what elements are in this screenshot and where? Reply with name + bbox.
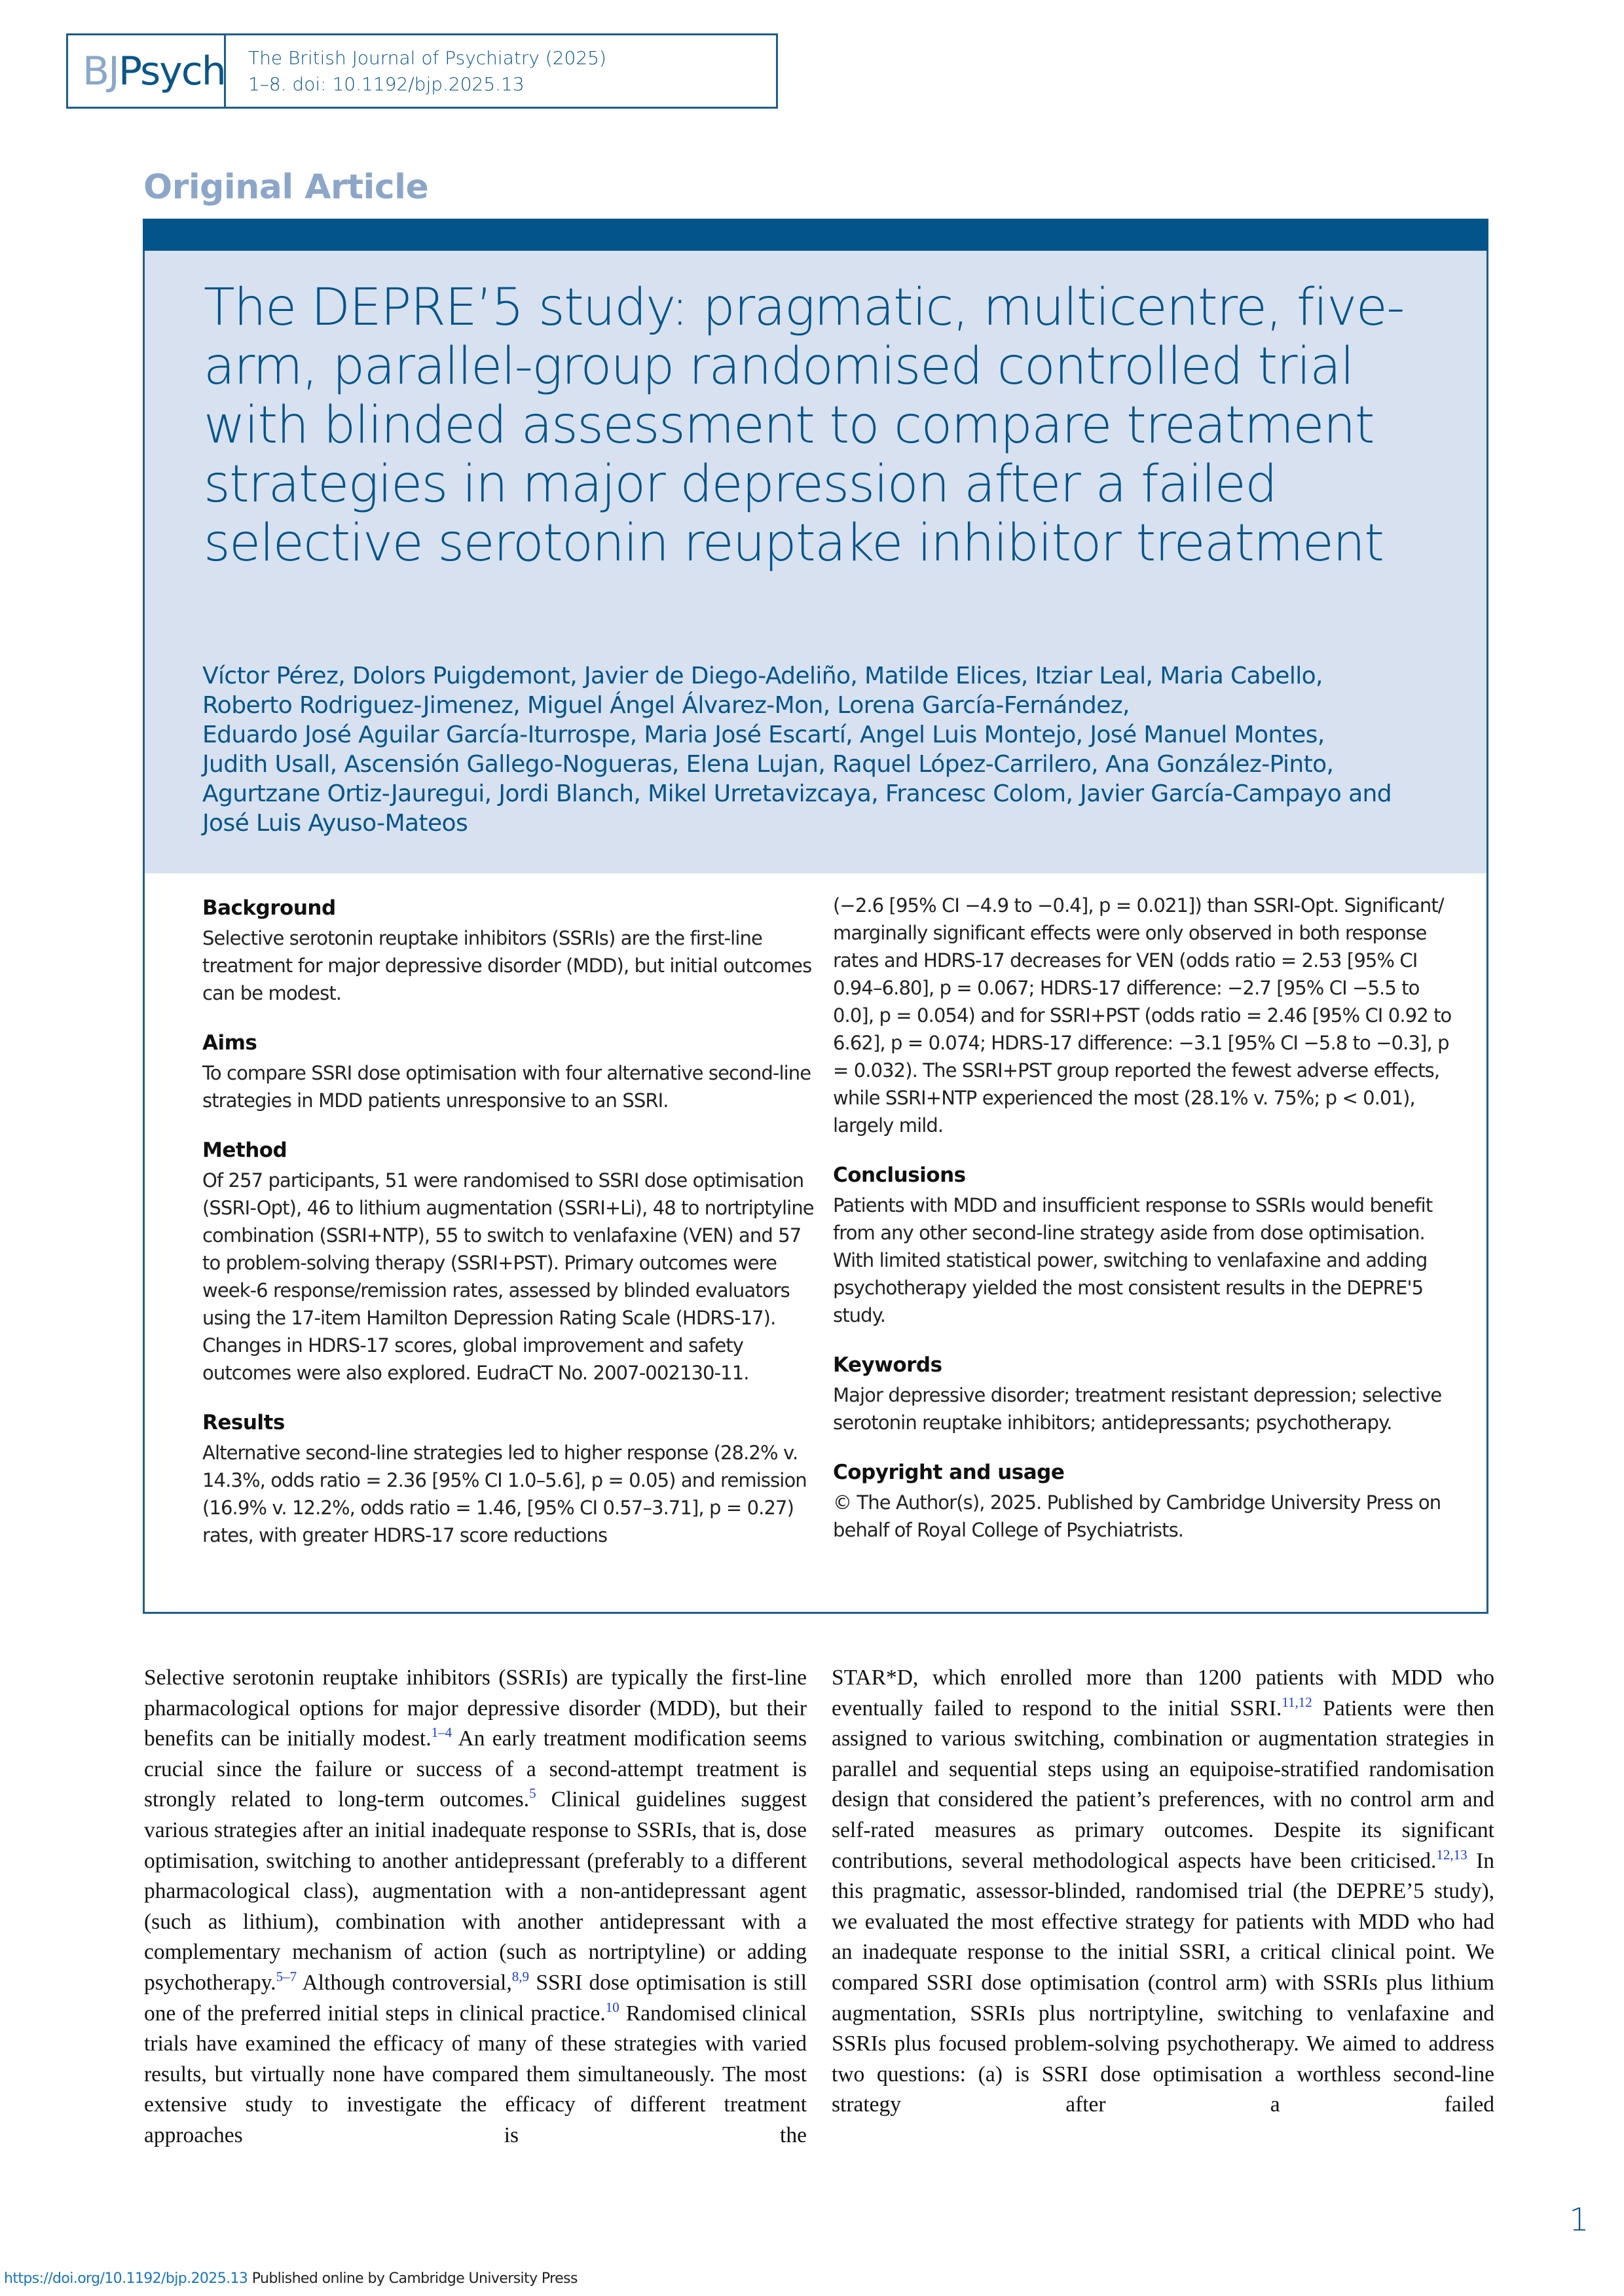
author-line: Eduardo José Aguilar García-Iturrospe, Maria José Escartí, Angel Luis Montejo, José Manuel Montes, (202, 721, 1325, 748)
citation-link[interactable]: 8,9 (511, 1968, 529, 1984)
journal-name: The British Journal of Psychiatry (2025) (248, 46, 606, 69)
author-line: Judith Usall, Ascensión Gallego-Nogueras, Elena Lujan, Raquel López-Carrilero, Ana González-Pinto, (202, 751, 1334, 778)
section-heading: Keywords (833, 1353, 942, 1377)
body-text: SSRI dose optimisation is still one of the preferred initial steps in clinical practice. (144, 1970, 807, 2026)
author-line: Roberto Rodriguez-Jimenez, Miguel Ángel Álvarez-Mon, Lorena García-Fernández, (202, 692, 1130, 719)
article-title: The DEPRE’5 study: pragmatic, multicentre, five-arm, parallel-group randomised controlled trial with blinded assessment to compare treatment strategies in major depression after a failed selective serotonin reuptake inhibitor treatment (204, 278, 1404, 573)
abstract-aims (202, 1029, 818, 1114)
journal-meta (226, 35, 606, 107)
body-paragraph (832, 1663, 1494, 2121)
section-heading: Aims (202, 1031, 257, 1055)
body-text: Randomised clinical trials have examined the efficacy of many of these strategies with varied results, but virtually none have compared them simultaneously. The most extensive study to investigate the efficacy of different treatment approaches is the (144, 2001, 807, 2147)
author-line: Agurtzane Ortiz-Jauregui, Jordi Blanch, Mikel Urretavizcaya, Francesc Colom, Javier García-Campayo and (202, 780, 1392, 807)
title-panel (145, 251, 1486, 873)
section-heading: Conclusions (833, 1163, 966, 1187)
body-text: An early treatment modification seems crucial since the failure or success of a second-attempt treatment is strongly related to long-term outcomes. (144, 1726, 807, 1812)
section-text: © The Author(s), 2025. Published by Cambridge University Press on behalf of Royal College of Psychiatrists. (833, 1491, 1441, 1541)
section-text: (−2.6 [95% CI −4.9 to −0.4], p = 0.021]) than SSRI-Opt. Significant/ marginally significant effects were only observed in both response rates and HDRS-17 decreases for VEN (odds ratio = 2.53 [95% CI 0.94–6.80], p = 0.067; HDRS-17 difference: −2.7 [95% CI −5.5 to 0.0], p = 0.054) and for SSRI+PST (odds ratio = 2.46 [95% CI 0.92 to 6.62], p = 0.074; HDRS-17 difference: −3.1 [95% CI −5.8 to −0.3], p = 0.032). The SSRI+PST group reported the fewest adverse effects, while SSRI+NTP experienced the most (28.1% v. 75%; p < 0.01), largely mild. (833, 894, 1452, 1137)
abstract-conclusions (833, 1161, 1462, 1329)
citation-link[interactable]: 5 (529, 1785, 536, 1802)
body-text: Patients were then assigned to various switching, combination or augmentation strategies in parallel and sequential steps using an equipoise-stratified randomisation design that considered the patient’s preferences, with no control arm and self-rated measures as primary outcomes. Despite its significant contributions, several methodological aspects have been criticised. (832, 1696, 1494, 1873)
bjpsych-logo (68, 35, 226, 107)
journal-header (66, 33, 778, 109)
article-type-label: Original Article (143, 168, 429, 207)
citation-link[interactable]: 12,13 (1436, 1846, 1467, 1863)
section-text: Of 257 participants, 51 were randomised to SSRI dose optimisation (SSRI-Opt), 46 to lithium augmentation (SSRI+Li), 48 to nortriptyline combination (SSRI+NTP), 55 to switch to venlafaxine (VEN) and 57 to problem-solving therapy (SSRI+PST). Primary outcomes were week-6 response/remission rates, assessed by blinded evaluators using the 17-item Hamilton Depression Rating Scale (HDRS-17). Changes in HDRS-17 scores, global improvement and safety outcomes were also explored. EudraCT No. 2007-002130-11. (202, 1169, 814, 1384)
section-text: Selective serotonin reuptake inhibitors (SSRIs) are the first-line treatment for major depressive disorder (MDD), but initial outcomes can be modest. (202, 927, 812, 1004)
footer-publication-line (4, 2270, 578, 2287)
doi-link[interactable]: https://doi.org/10.1192/bjp.2025.13 (4, 2270, 248, 2287)
abstract-background (202, 894, 818, 1007)
body-text: Clinical guidelines suggest various strategies after an initial inadequate response to SSRIs, that is, dose optimisation, switching to another antidepressant (preferably to a different pharmacological class), augmentation with a non-antidepressant agent (such as lithium), combination with another antidepressant with a complementary mechanism of action (such as nortriptyline) or adding psychotherapy. (144, 1787, 807, 1995)
body-text: Selective serotonin reuptake inhibitors (SSRIs) are typically the first-line pharmacological options for major depressive disorder (MDD), but their benefits can be initially modest. (144, 1666, 807, 1751)
section-heading: Method (202, 1139, 287, 1162)
abstract-results-continued (833, 892, 1462, 1139)
body-text: Although controversial, (297, 1970, 512, 1995)
logo-bj-text: BJ (83, 48, 119, 94)
section-heading: Background (202, 896, 336, 920)
title-accent-bar (143, 219, 1488, 251)
section-text: To compare SSRI dose optimisation with four alternative second-line strategies in MDD patients unresponsive to an SSRI. (202, 1062, 811, 1112)
abstract-keywords (833, 1351, 1462, 1436)
author-list (202, 661, 1460, 838)
abstract-copyright (833, 1459, 1462, 1544)
citation-link[interactable]: 10 (605, 1999, 619, 2015)
body-paragraph (144, 1663, 807, 2151)
published-by-text: Published online by Cambridge University Press (248, 2270, 578, 2287)
section-text: Alternative second-line strategies led to higher response (28.2% v. 14.3%, odds ratio = 2.36 [95% CI 1.0–5.6], p = 0.05) and remission (16.9% v. 12.2%, odds ratio = 1.46, [95% CI 0.57–3.71], p = 0.27) rates, with greater HDRS-17 score reductions (202, 1442, 807, 1546)
body-text: STAR*D, which enrolled more than 1200 patients with MDD who eventually failed to respond to the initial SSRI. (832, 1666, 1494, 1721)
citation-link[interactable]: 11,12 (1282, 1694, 1312, 1710)
section-heading: Copyright and usage (833, 1461, 1065, 1484)
citation-link[interactable]: 5–7 (276, 1968, 297, 1984)
section-text: Patients with MDD and insufficient response to SSRIs would benefit from any other second-line strategy aside from dose optimisation. With limited statistical power, switching to venlafaxine and adding psychotherapy yielded the most consistent results in the DEPRE'5 study. (833, 1194, 1433, 1326)
body-text: In this pragmatic, assessor-blinded, randomised trial (the DEPRE’5 study), we evaluated the most effective strategy for patients with MDD who had an inadequate response to the initial SSRI, a critical clinical point. We compared SSRI dose optimisation (control arm) with SSRIs plus lithium augmentation, SSRIs plus nortriptyline, switching to venlafaxine and SSRIs plus focused problem-solving psychotherapy. We aimed to address two questions: (a) is SSRI dose optimisation a worthless second-line strategy after a failed (832, 1848, 1494, 2117)
page-number: 1 (1569, 2202, 1589, 2238)
abstract-method (202, 1137, 818, 1387)
abstract-right-column (833, 894, 1462, 1566)
citation-link[interactable]: 1–4 (431, 1724, 452, 1741)
logo-psych-text: Psych (118, 48, 225, 94)
body-left-column (144, 1663, 807, 2151)
section-text: Major depressive disorder; treatment resistant depression; selective serotonin reuptake inhibitors; antidepressants; psychotherapy. (833, 1384, 1442, 1434)
journal-doi: 1–8. doi: 10.1192/bjp.2025.13 (248, 73, 525, 95)
author-line: José Luis Ayuso-Mateos (202, 810, 468, 837)
body-right-column (832, 1663, 1494, 2121)
abstract-results (202, 1409, 818, 1549)
section-heading: Results (202, 1411, 285, 1434)
author-line: Víctor Pérez, Dolors Puigdemont, Javier de Diego-Adeliño, Matilde Elices, Itziar Leal, Maria Cabello, (202, 663, 1323, 689)
abstract-left-column (202, 894, 818, 1571)
